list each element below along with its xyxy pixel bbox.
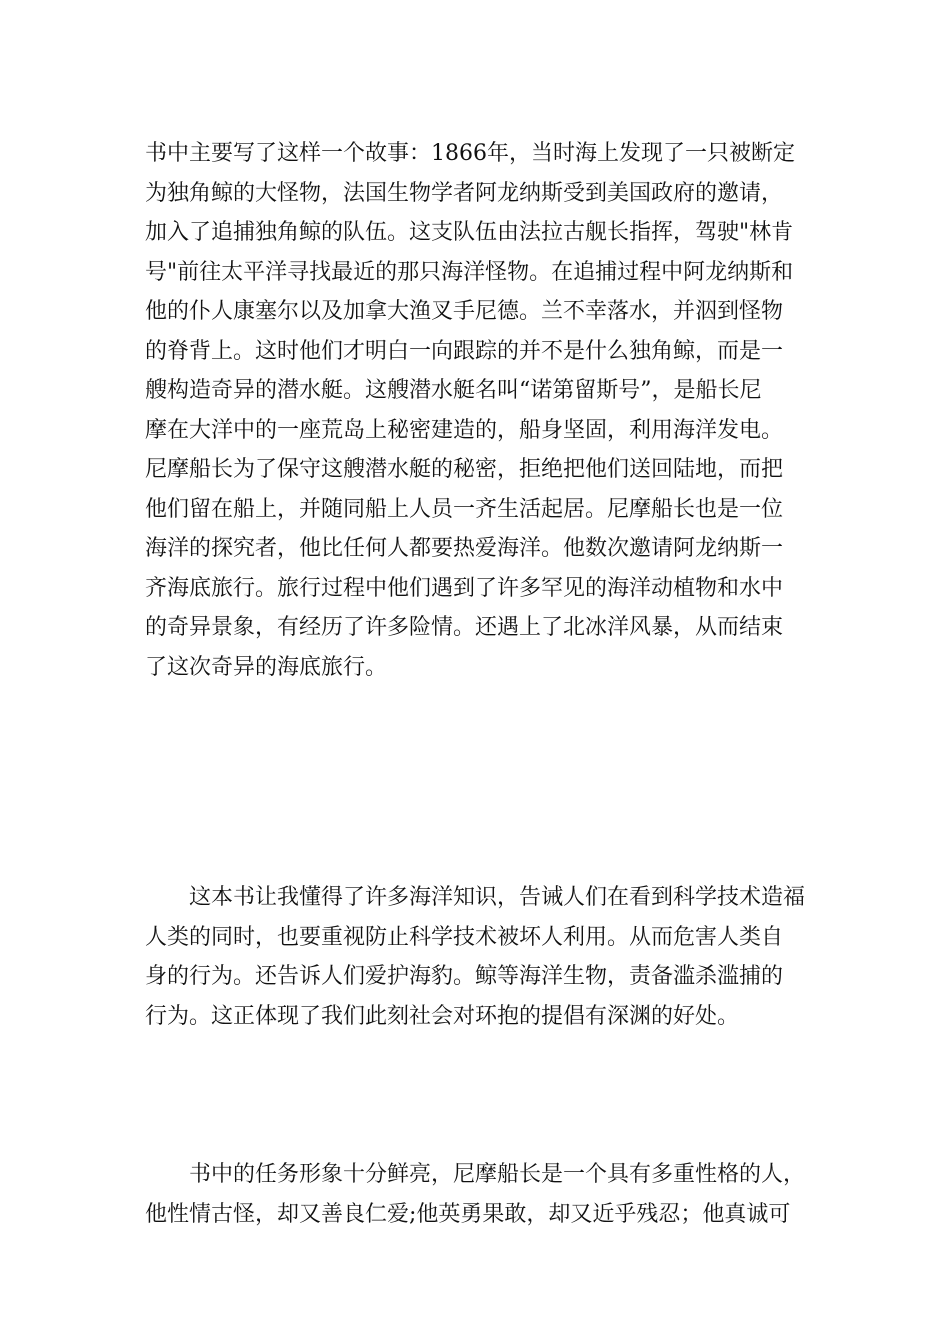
paragraph-story-summary xyxy=(145,134,810,687)
paragraph-book-lessons xyxy=(145,878,810,1036)
text-line: 齐海底旅行。旅行过程中他们遇到了许多罕见的海洋动植物和水中 xyxy=(145,575,784,601)
text-line: 书中的任务形象十分鲜亮，尼摩船长是一个具有多重性格的人， xyxy=(189,1162,806,1187)
text-line: 号"前往太平洋寻找最近的那只海洋怪物。在追捕过程中阿龙纳斯和 xyxy=(145,259,794,285)
text-line: 尼摩船长为了保守这艘潜水艇的秘密，拒绝把他们送回陆地，而把 xyxy=(145,457,784,482)
paragraph-character-analysis xyxy=(145,1155,810,1234)
text-line: 了这次奇异的海底旅行。 xyxy=(145,654,388,680)
text-line: 他性情古怪，却又善良仁爱;他英勇果敢，却又近乎残忍；他真诚可 xyxy=(145,1201,791,1227)
text-line: 加入了追捕独角鲸的队伍。这支队伍由法拉古舰长指挥，驾驶"林肯 xyxy=(145,220,794,245)
text-line: 身的行为。还告诉人们爱护海豹。鲸等海洋生物，责备滥杀滥捕的 xyxy=(145,964,784,989)
text-line: 行为。这正体现了我们此刻社会对环抱的提倡有深渊的好处。 xyxy=(145,1003,740,1029)
text-line: 这本书让我懂得了许多海洋知识，告诫人们在看到科学技术造福 xyxy=(189,885,806,910)
text-line: 人类的同时，也要重视防止科学技术被坏人利用。从而危害人类自 xyxy=(145,924,784,950)
text-line: 的脊背上。这时他们才明白一向跟踪的并不是什么独角鲸，而是一 xyxy=(145,338,784,364)
text-line: 书中主要写了这样一个故事：1866年，当时海上发现了一只被断定 xyxy=(145,141,795,166)
text-line: 艘构造奇异的潜水艇。这艘潜水艇名叫“诺第留斯号”，是船长尼 xyxy=(145,378,762,403)
text-line: 海洋的探究者，他比任何人都要热爱海洋。他数次邀请阿龙纳斯一 xyxy=(145,536,784,561)
text-line: 他的仆人康塞尔以及加拿大渔叉手尼德。兰不幸落水，并泅到怪物 xyxy=(145,299,784,324)
text-line: 的奇异景象，有经历了许多险情。还遇上了北冰洋风暴，从而结束 xyxy=(145,615,784,640)
text-line: 为独角鲸的大怪物，法国生物学者阿龙纳斯受到美国政府的邀请， xyxy=(145,180,784,206)
text-line: 他们留在船上，并随同船上人员一齐生活起居。尼摩船长也是一位 xyxy=(145,496,784,522)
text-line: 摩在大洋中的一座荒岛上秘密建造的，船身坚固，利用海洋发电。 xyxy=(145,417,784,443)
